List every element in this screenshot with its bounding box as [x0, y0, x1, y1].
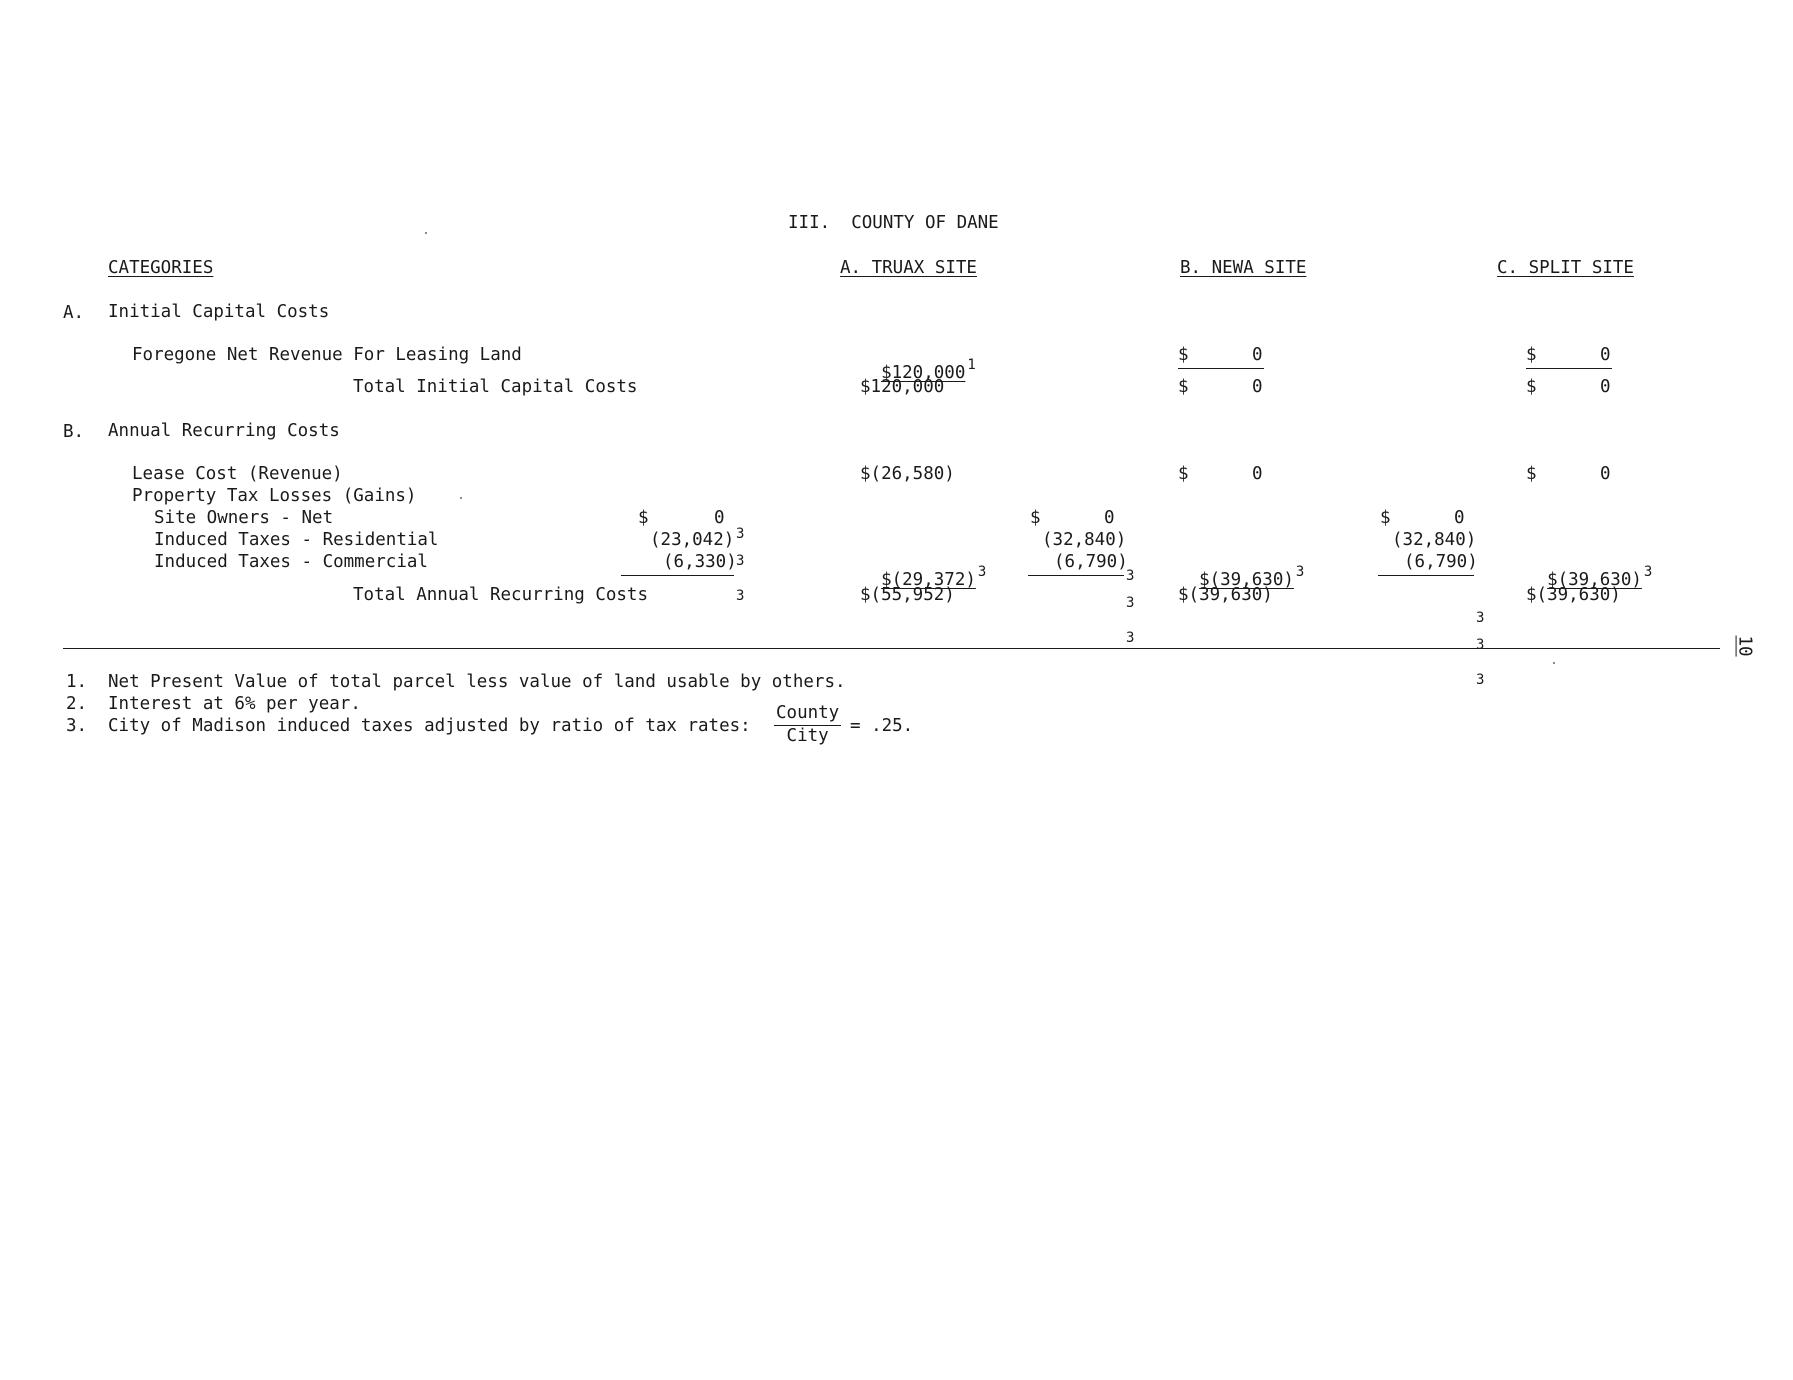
foregone-revenue-newa-underline	[1178, 368, 1264, 369]
column-header-categories: CATEGORIES	[108, 258, 214, 278]
column-header-split-site: C. SPLIT SITE	[1497, 258, 1634, 278]
page-number-text: 10	[1735, 635, 1756, 657]
page-heading: III. COUNTY OF DANE	[788, 213, 999, 233]
commercial-label: Induced Taxes - Commercial	[154, 552, 428, 572]
total-initial-newa-sign: $	[1178, 377, 1189, 397]
lease-cost-newa-sign: $	[1178, 464, 1189, 484]
tax-rate-fraction	[774, 705, 841, 745]
split-commercial: (6,790)	[1404, 552, 1478, 572]
truax-note-residential: 3	[736, 553, 745, 569]
newa-site-owners-sign: $	[1030, 508, 1041, 528]
total-initial-truax: $120,000	[860, 377, 945, 397]
scan-speck	[1553, 662, 1555, 664]
newa-site-owners-value: 0	[1104, 508, 1115, 528]
total-annual-newa: $(39,630)	[1178, 585, 1273, 605]
fraction-denominator: City	[786, 725, 829, 746]
split-note-commercial: 3	[1476, 672, 1485, 688]
split-residential: (32,840)	[1392, 530, 1477, 550]
split-site-owners-value: 0	[1454, 508, 1465, 528]
newa-commercial-underline	[1028, 575, 1124, 576]
truax-residential: (23,042)	[650, 530, 735, 550]
footnote-1-text: Net Present Value of total parcel less value of land usable by others.	[108, 672, 846, 692]
page-number	[1736, 614, 1771, 656]
newa-commercial: (6,790)	[1054, 552, 1128, 572]
section-b-title: Annual Recurring Costs	[108, 421, 340, 441]
newa-note-commercial: 3	[1126, 630, 1135, 646]
newa-residential: (32,840)	[1042, 530, 1127, 550]
residential-label: Induced Taxes - Residential	[154, 530, 439, 550]
split-note-residential: 3	[1476, 637, 1485, 653]
footnote-1-number: 1.	[66, 672, 88, 692]
newa-note-site: 3	[1126, 568, 1135, 584]
fraction-numerator: County	[774, 705, 841, 726]
foregone-revenue-truax-value: $120,000	[881, 362, 966, 383]
newa-note-residential: 3	[1126, 595, 1135, 611]
total-annual-split: $(39,630)	[1526, 585, 1621, 605]
newa-property-total	[1178, 554, 1304, 589]
total-initial-split-value: 0	[1600, 377, 1611, 397]
truax-property-total-value: $(29,372)	[881, 569, 976, 590]
section-a-title: Initial Capital Costs	[108, 302, 330, 322]
lease-cost-label: Lease Cost (Revenue)	[132, 464, 343, 484]
total-initial-newa-value: 0	[1252, 377, 1263, 397]
footnote-3-text: City of Madison induced taxes adjusted by ratio of tax rates:	[108, 716, 751, 736]
truax-commercial: (6,330)	[663, 552, 737, 572]
foregone-revenue-label: Foregone Net Revenue For Leasing Land	[132, 345, 522, 365]
truax-commercial-underline	[621, 575, 734, 576]
truax-property-total	[860, 554, 986, 589]
truax-note-commercial: 3	[736, 588, 745, 604]
lease-cost-split-value: 0	[1600, 464, 1611, 484]
split-note-site: 3	[1476, 610, 1485, 626]
foregone-revenue-newa-sign: $	[1178, 345, 1189, 365]
newa-property-total-note: 3	[1295, 563, 1305, 580]
footnote-ref-1: 1	[967, 356, 976, 373]
split-property-total-note: 3	[1643, 563, 1653, 580]
scan-speck	[460, 497, 462, 499]
truax-note-site: 3	[736, 526, 745, 542]
column-header-newa-site: B. NEWA SITE	[1180, 258, 1307, 278]
split-property-total	[1526, 554, 1652, 589]
section-b-letter: B.	[63, 422, 85, 442]
property-tax-label: Property Tax Losses (Gains)	[132, 486, 417, 506]
lease-cost-newa-value: 0	[1252, 464, 1263, 484]
site-owners-label: Site Owners - Net	[154, 508, 334, 528]
total-initial-split-sign: $	[1526, 377, 1537, 397]
footnote-2-number: 2.	[66, 694, 88, 714]
newa-property-total-value: $(39,630)	[1199, 569, 1294, 590]
lease-cost-split-sign: $	[1526, 464, 1537, 484]
truax-property-total-note: 3	[977, 563, 987, 580]
footnote-2-text: Interest at 6% per year.	[108, 694, 361, 714]
table-bottom-rule	[63, 648, 1720, 649]
total-annual-label: Total Annual Recurring Costs	[353, 585, 649, 605]
total-annual-truax: $(55,952)	[860, 585, 955, 605]
scan-speck	[425, 232, 427, 234]
total-initial-label: Total Initial Capital Costs	[353, 377, 638, 397]
foregone-revenue-split-value: 0	[1600, 345, 1611, 365]
foregone-revenue-split-sign: $	[1526, 345, 1537, 365]
section-a-letter: A.	[63, 303, 85, 323]
truax-site-owners-value: 0	[714, 508, 725, 528]
footnote-3-result: = .25.	[850, 716, 914, 736]
foregone-revenue-newa-value: 0	[1252, 345, 1263, 365]
footnote-3-number: 3.	[66, 716, 88, 736]
truax-site-owners-sign: $	[638, 508, 649, 528]
split-commercial-underline	[1378, 575, 1474, 576]
split-site-owners-sign: $	[1380, 508, 1391, 528]
foregone-revenue-split-underline	[1526, 368, 1612, 369]
split-property-total-value: $(39,630)	[1547, 569, 1642, 590]
lease-cost-truax: $(26,580)	[860, 464, 955, 484]
column-header-truax-site: A. TRUAX SITE	[840, 258, 977, 278]
